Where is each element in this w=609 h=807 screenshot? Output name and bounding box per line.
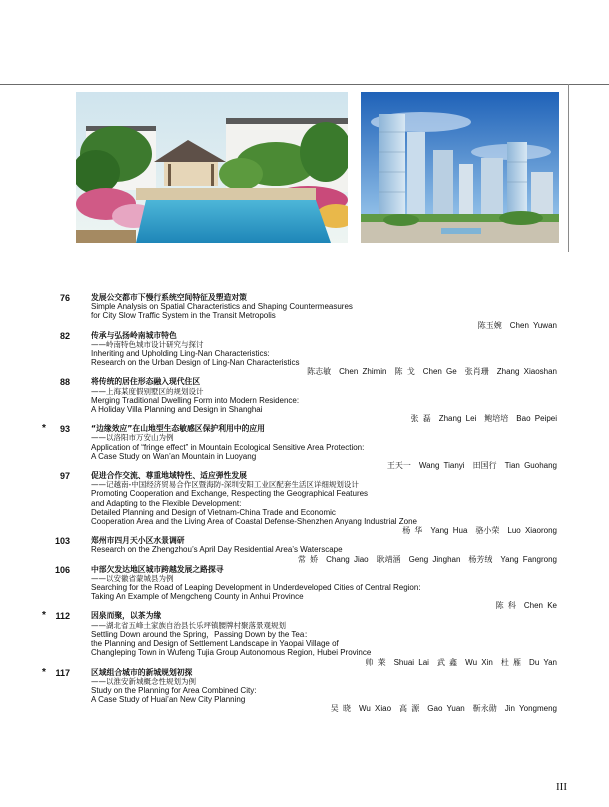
toc-entry[interactable] — [0, 293, 609, 331]
toc-title-zh: 促进合作交流、尊重地域特性、适应弹性发展 — [91, 471, 247, 481]
toc-page-number: 88 — [59, 377, 70, 388]
toc-title-zh: 中部欠发达地区城市跨越发展之路探寻 — [91, 564, 224, 574]
toc-page-number: 97 — [59, 471, 70, 482]
toc-title-en: Changleping Town in Wufeng Tujia Group Autonomous Region, Hubei Province — [91, 648, 372, 658]
vertical-rule — [568, 84, 569, 252]
toc-title-en: Research on the Urban Design of Ling-Nan Characteristics — [91, 358, 300, 368]
toc-authors: 王天一 Wang Tianyi 田国行 Tian Guohang — [386, 461, 557, 471]
toc-authors: 帅 莱 Shuai Lai 武 鑫 Wu Xin 杜 雁 Du Yan — [365, 657, 557, 667]
toc-title-en: A Case Study of Huai’an New City Planning — [91, 695, 246, 705]
toc-authors: 张 磊 Zhang Lei 鲍培培 Bao Peipei — [410, 414, 557, 424]
toc-title-en: Inheriting and Upholding Ling-Nan Characteristics: — [91, 349, 270, 359]
toc-title-zh: “边缘效应”在山地型生态敏感区保护利用中的应用 — [91, 424, 265, 434]
toc-title-en: A Holiday Villa Planning and Design in Shanghai — [91, 405, 263, 415]
toc-subtitle-zh: ——以淮安新城概念性规划为例 — [91, 676, 196, 686]
toc-page-number: 82 — [59, 330, 70, 341]
toc-title-en: and Adapting to the Flexible Development: — [91, 498, 242, 508]
toc-title-en: Promoting Cooperation and Exchange, Respecting the Geographical Features — [91, 489, 369, 499]
toc-entry[interactable] — [0, 377, 609, 424]
toc-title-zh: 传承与弘扬岭南城市特色 — [91, 330, 177, 340]
toc-entry[interactable] — [0, 331, 609, 378]
toc-title-en: Study on the Planning for Area Combined City: — [91, 685, 257, 695]
toc-title-en: Detailed Planning and Design of Vietnam-China Trade and Economic — [91, 507, 336, 517]
toc-entry[interactable] — [0, 668, 609, 715]
header-rule — [0, 84, 609, 85]
toc-title-zh: 发展公交都市下慢行系统空间特征及塑造对策 — [91, 293, 247, 302]
toc-title-en: Merging Traditional Dwelling Form into Modern Residence: — [91, 395, 300, 405]
toc-entry[interactable] — [0, 424, 609, 471]
toc-subtitle-zh: ——以安徽省蒙城县为例 — [91, 573, 174, 583]
toc-authors: 吴 晓 Wu Xiao 高 源 Gao Yuan 靳永勋 Jin Yongmeng — [330, 704, 557, 714]
toc-subtitle-zh: ——上海某度假别墅区的规划设计 — [91, 386, 204, 396]
toc-entry[interactable] — [0, 565, 609, 612]
toc-title-zh: 将传统的居住形态融入现代住区 — [91, 377, 201, 387]
toc-page-number: 112 — [55, 611, 70, 622]
toc-authors: 陈志敏 Chen Zhimin 陈 戈 Chen Ge 张肖珊 Zhang Xiaoshan — [307, 367, 557, 377]
toc-authors: 陈 科 Chen Ke — [495, 601, 557, 611]
villa-pool-photo — [76, 92, 348, 243]
toc-entry[interactable] — [0, 471, 609, 536]
toc-entry[interactable] — [0, 611, 609, 667]
toc-subtitle-zh: ——以洛阳市万安山为例 — [91, 433, 174, 443]
toc-page-number: 103 — [54, 536, 70, 547]
toc-page-number: 106 — [54, 564, 70, 575]
toc-title-en: Searching for the Road of Leaping Development in Underdeveloped Cities of Central Region: — [91, 583, 421, 593]
toc-page-number: 117 — [55, 667, 70, 678]
page-number: III — [556, 781, 567, 793]
toc-title-en: the Planning and Design of Settlement Landscape in Yaopai Village of — [91, 639, 339, 649]
featured-star: * — [42, 423, 46, 435]
toc-title-en: Settling Down around the Spring，Passing Down by the Tea： — [91, 629, 313, 639]
toc-title-en: Taking An Example of Mengcheng County in Anhui Province — [91, 592, 304, 602]
toc-title-en: for City Slow Traffic System in the Transit Metropolis — [91, 311, 276, 321]
toc-title-zh: 郑州市四月天小区水景调研 — [91, 536, 185, 546]
toc-title-en: Application of “fringe effect” in Mountain Ecological Sensitive Area Protection: — [91, 442, 365, 452]
toc-title-zh: 因泉而聚，以茶为缘 — [91, 611, 162, 621]
city-skyline-photo — [361, 92, 559, 243]
toc-page-number: 76 — [59, 293, 70, 303]
toc-subtitle-zh: ——湖北省五峰土家族自治县长乐坪镇腰牌村聚落景观规划 — [91, 620, 286, 630]
toc-authors: 杨 华 Yang Hua 骆小荣 Luo Xiaorong — [402, 526, 557, 536]
toc-authors: 常 娇 Chang Jiao 耿靖涵 Geng Jinghan 杨芳绒 Yang Fangrong — [297, 554, 557, 564]
toc-subtitle-zh: ——记越南-中国经济贸易合作区暨海防-深圳安阳工业区配套生活区详细规划设计 — [91, 480, 359, 490]
table-of-contents — [0, 293, 609, 714]
toc-entry[interactable] — [0, 536, 609, 564]
toc-page-number: 93 — [59, 424, 70, 435]
featured-star: * — [42, 666, 46, 678]
toc-authors: 陈玉婉 Chen Yuwan — [477, 320, 557, 330]
toc-title-en: A Case Study on Wan’an Mountain in Luoyang — [91, 451, 257, 461]
toc-title-zh: 区域组合城市的新城规划初探 — [91, 667, 193, 677]
toc-subtitle-zh: ——岭南特色城市设计研究与探讨 — [91, 339, 204, 349]
toc-title-en: Research on the Zhengzhou’s April Day Residential Area’s Waterscape — [91, 545, 343, 555]
toc-title-en: Cooperation Area and the Living Area of Coastal Defense-Shenzhen Anyang Industrial Zone — [91, 517, 417, 527]
featured-star: * — [42, 610, 46, 622]
toc-title-en: Simple Analysis on Spatial Characteristics and Shaping Countermeasures — [91, 302, 353, 312]
